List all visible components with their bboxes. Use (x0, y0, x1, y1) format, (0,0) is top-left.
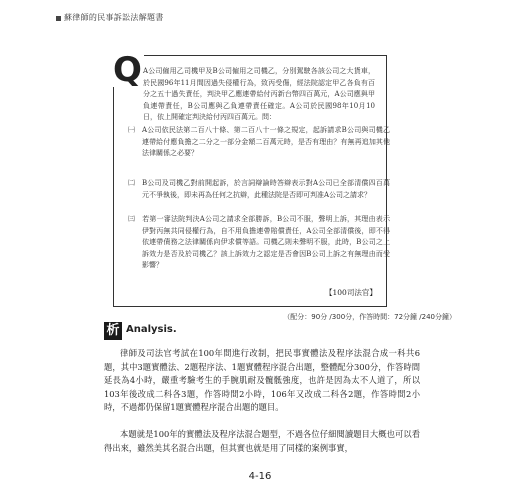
analysis-paragraph-2: 本題就是100年的實體法及程序法混合題型，不過各位仔細閱讀題目大概也可以看得出來，雖然美其名混合出題，但其實也就是用了同樣的案例事實， (104, 429, 420, 453)
analysis-icon: 析 (104, 322, 122, 340)
item-text: A公司依民法第二百八十條、第二百八十一條之規定，起訴請求B公司與司機乙連帶給付應負擔之二分之一部分金額二百萬元時，是否有理由？有無再追加其他法律關係之必要？ (142, 126, 390, 158)
analysis-heading: Analysis. (126, 324, 177, 335)
score-line: （配分：90分 /300分，作答時間：72分鐘 /240分鐘） (283, 313, 456, 321)
question-item-1 (128, 125, 390, 160)
header-title: 蘇律師的民事訴訟法解題書 (64, 13, 164, 22)
item-number: ㈠ (128, 126, 135, 134)
analysis-paragraph-1: 律師及司法官考試在100年間進行改制，把民事實體法及程序法混合成一科共6題，其中3題實體法、2題程序法、1題實體程序混合出題，整體配分300分，作答時間延長為4小時，嚴重考驗考生的手腕肌耐及髖骶強度，也許是因為太不人道了，所以103年後改成二科各3題，作答時間2小時，106年又改成二科各2題，作答時間2小時，不過都仍保留1題實體程序混合出題的題目。 (104, 348, 420, 413)
item-number: ㈡ (128, 179, 135, 187)
header-square-icon (56, 16, 61, 21)
item-number: ㈢ (128, 215, 135, 223)
question-item-2 (128, 178, 390, 201)
question-item-3 (128, 214, 390, 272)
item-text: B公司及司機乙對前開起訴，於言詞辯論時答辯表示對A公司已全部清償四百萬元不爭執後，即未再為任何之抗辯，此種法院是否即可判准A公司之請求？ (142, 179, 390, 199)
page-number: 4-16 (248, 471, 272, 482)
question-source: 【100司法官】 (325, 288, 377, 297)
item-text: 若第一審法院判決A公司之請求全部勝訴，B公司不服，聲明上訴，其理由表示伊對丙無共同侵權行為，自不用負擔連帶賠償責任，A公司全部清償後，即不得依連帶債務之法律關係向伊求償等語。司機乙則未聲明不服，此時，B公司之上訴效力是否及於司機乙？該上訴效力之認定是否會因B公司上訴之有無理由而受影響？ (142, 215, 390, 270)
question-mark-icon: Q (113, 50, 142, 90)
question-text: A公司僱用乙司機甲及B公司僱用之司機乙，分別駕駛各該公司之大貨車，於民國96年11月間因過失侵權行為，致丙受傷，經法院認定甲乙各負有百分之五十過失責任，判決甲乙應連帶給付丙新台幣四百萬元，A公司應與甲負連帶責任，B公司應與乙負連帶責任確定。A公司於民國98年10月10日，依上開確定判決給付丙四百萬元。問： (143, 67, 375, 122)
running-header (56, 12, 164, 23)
